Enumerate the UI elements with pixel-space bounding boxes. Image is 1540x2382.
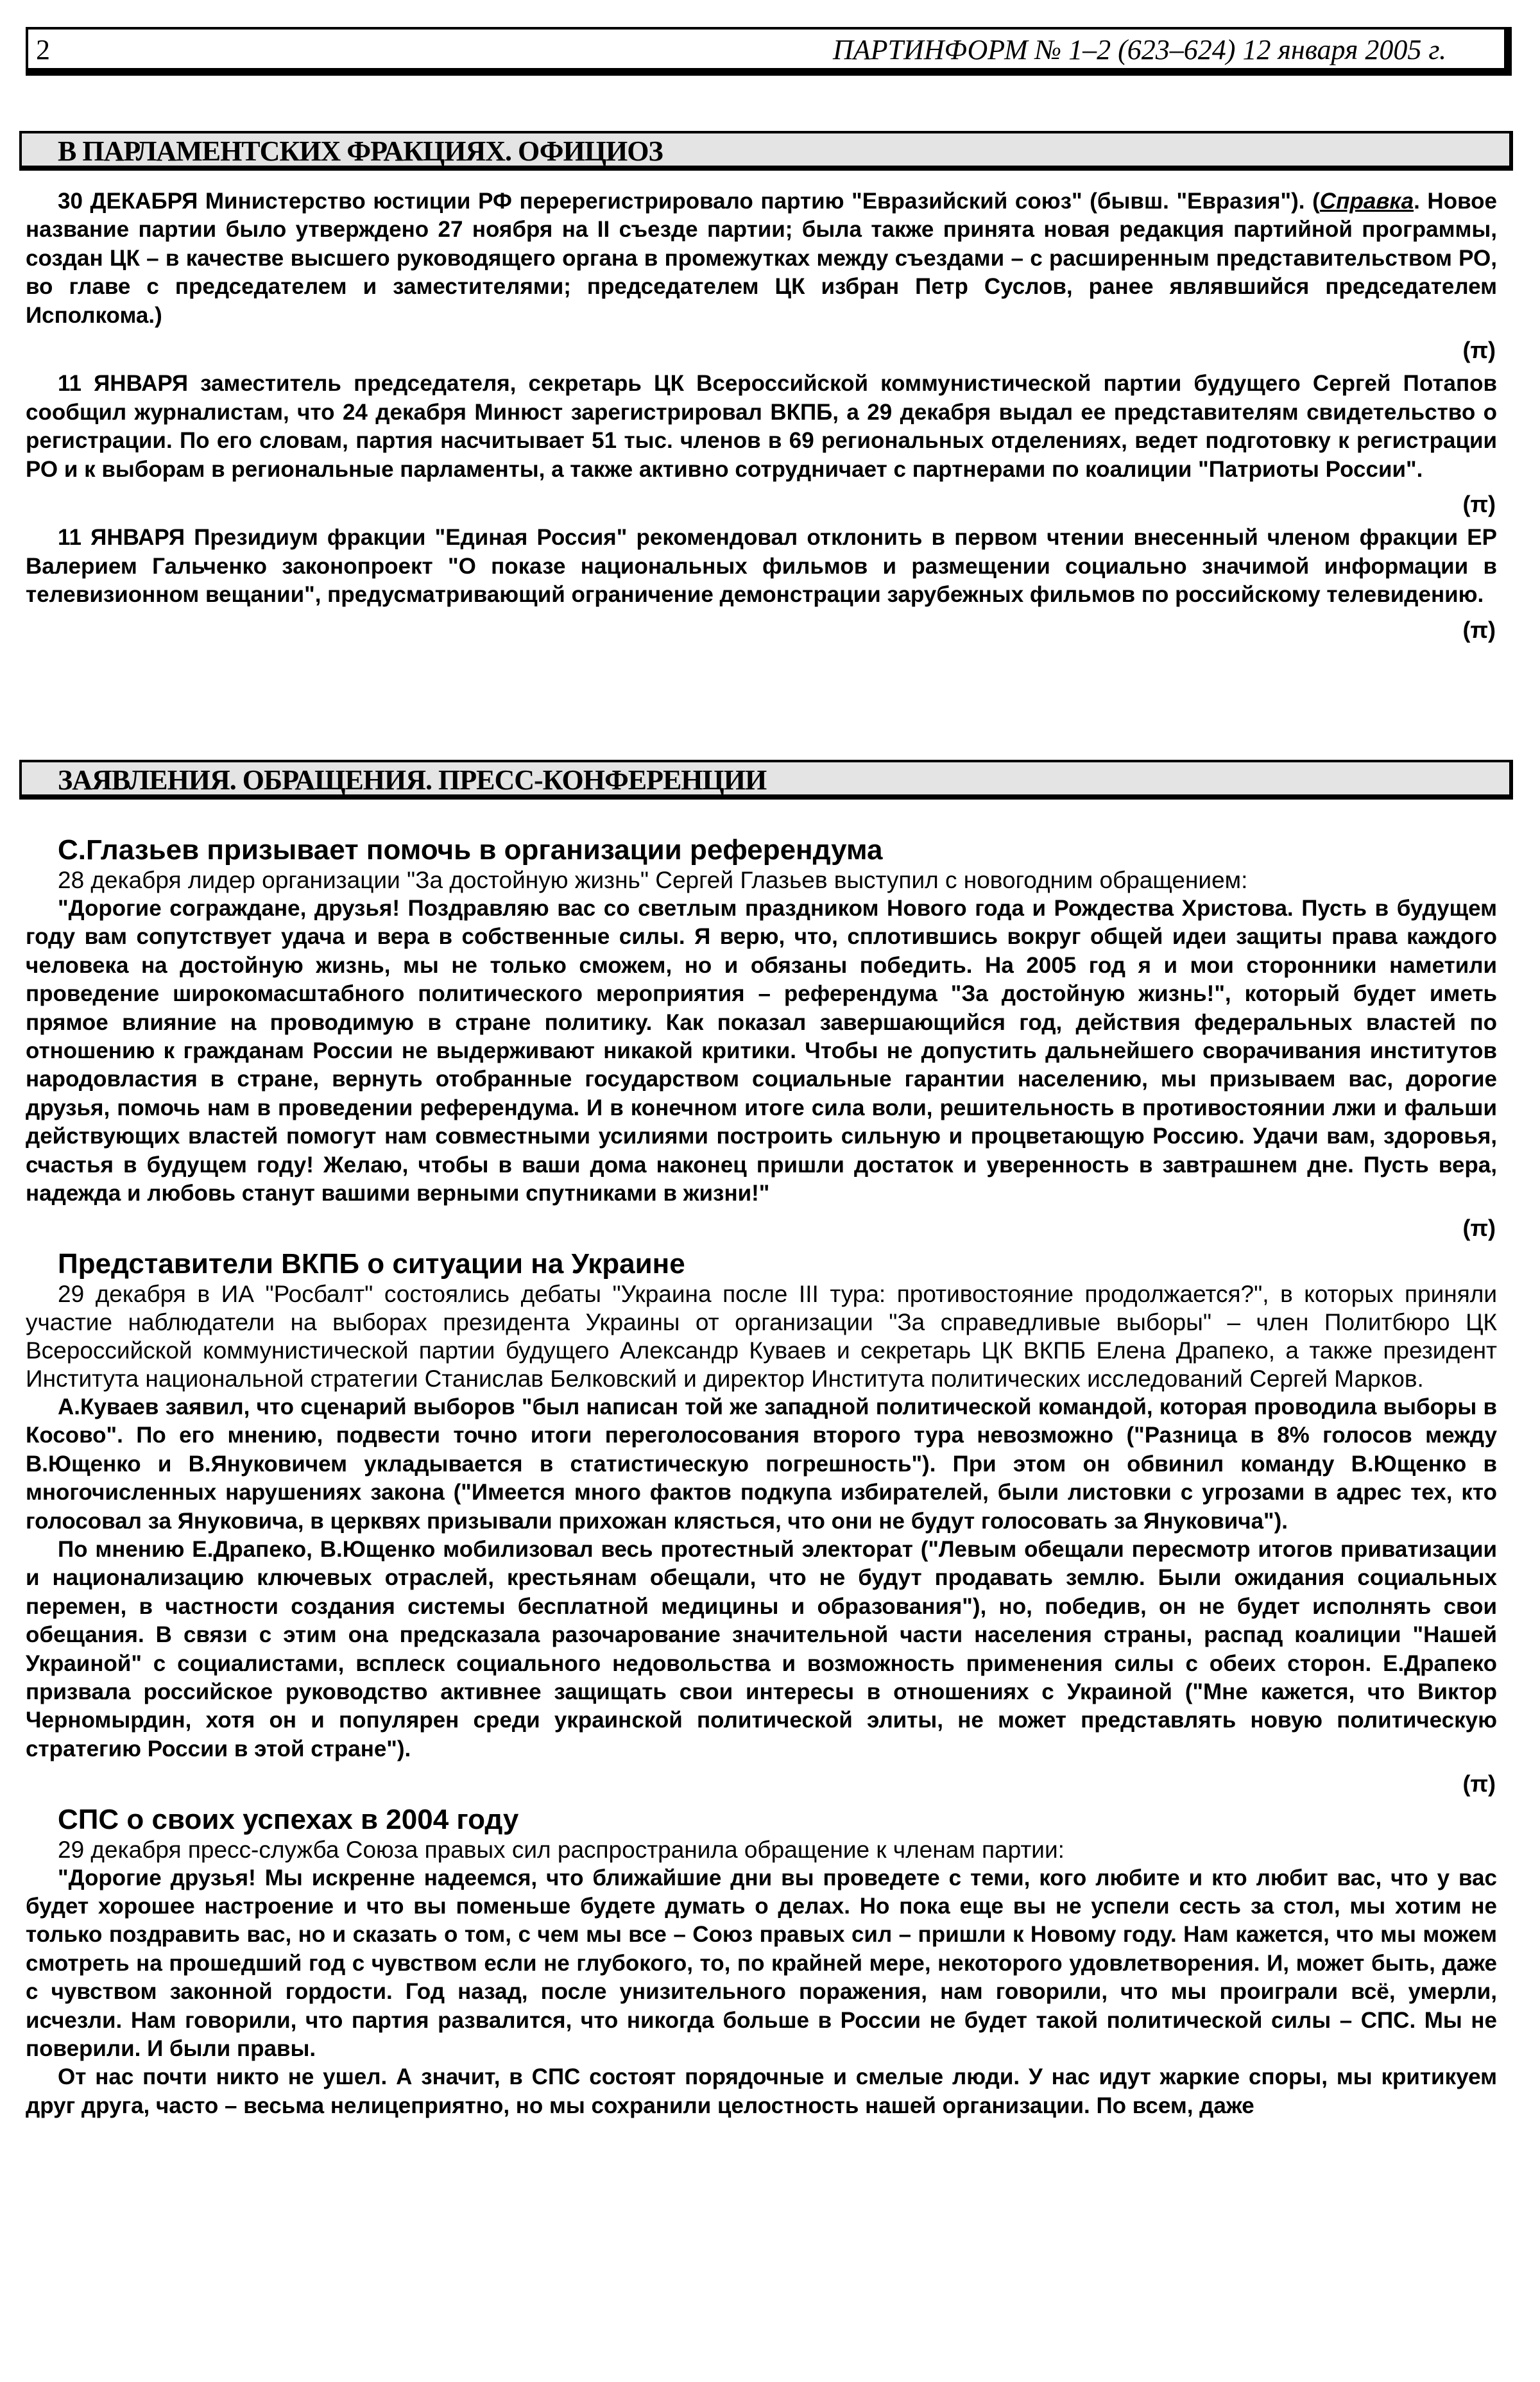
article-paragraph: От нас почти никто не ушел. А значит, в СПС состоят порядочные и смелые люди. У нас идут жаркие споры, мы критикуем друг друга, часто – весьма нелицеприятно, но мы сохранили целостность нашей организации. По всем, даже	[26, 2064, 1497, 2118]
news-item: 11 ЯНВАРЯ заместитель председателя, секретарь ЦК Всероссийской коммунистической партии будущего Сергей Потапов сообщил журналистам, что 24 декабря Минюст зарегистрировал ВКПБ, а 29 декабря выдал ее представителям свидетельство о регистрации. По его словам, партия насчитывает 51 тыс. членов в 69 региональных отделениях, ведет подготовку к регистрации РО и к выборам в региональные парламенты, а также активно сотрудничает с партнерами по коалиции "Патриоты России".	[26, 371, 1497, 482]
section-header-statements	[19, 760, 1513, 800]
source-mark: (π)	[1462, 1215, 1496, 1242]
article-paragraph: А.Куваев заявил, что сценарий выборов "был написан той же западной политической командой, которая проводила выборы в Косово". По его мнению, подвести точно итоги переголосования второго тура невозможно ("Разница в 8% голосов между В.Ющенко и В.Януковичем укладывается в статистическую погрешность"). При этом он обвинил команду В.Ющенко в многочисленных нарушениях закона ("Имеется много фактов подкупа избирателей, были листовки с угрозами в адрес тех, кто голосовал за Януковича, в церквях призывали прихожан клясться, что они не будут голосовать за Януковича").	[26, 1394, 1497, 1534]
article-lead: 29 декабря в ИА "Росбалт" состоялись дебаты "Украина после III тура: противостояние продолжается?", в которых приняли участие наблюдатели на выборах президента Украины от организации "За справедливые выборы" – член Политбюро ЦК Всероссийской коммунистической партии будущего Александр Куваев и секретарь ЦК ВКПБ Елена Драпеко, а также президент Института национальной стратегии Станислав Белковский и директор Института политических исследований Сергей Марков.	[26, 1280, 1497, 1392]
article-headline: С.Глазьев призывает помочь в организации референдума	[58, 834, 883, 866]
article-paragraph: По мнению Е.Драпеко, В.Ющенко мобилизовал весь протестный электорат ("Левым обещали пересмотр итогов приватизации и национализацию ключевых отраслей, крестьянам обещали, что не будут продавать землю. Были ожидания социальных перемен, в частности создания системы бесплатной медицины и образования"), но, победив, он не будет исполнять свои обещания. В связи с этим она предсказала разочарование значительной части населения страны, распад коалиции "Нашей Украиной" с социалистами, всплеск социального недовольства и возможность применения силы с обеих сторон. Е.Драпеко призвала российское руководство активнее защищать свои интересы в отношениях с Украиной ("Мне кажется, что Виктор Черномырдин, хотя он и популярен среди украинской политической элиты, не может представлять новую политическую стратегию России в этой стране").	[26, 1536, 1497, 1761]
source-mark: (π)	[1462, 1770, 1496, 1797]
page-header	[26, 27, 1512, 76]
article-headline: Представители ВКПБ о ситуации на Украине	[58, 1247, 685, 1280]
article-glazyev	[26, 834, 1497, 1243]
article-paragraph: "Дорогие сограждане, друзья! Поздравляю вас со светлым праздником Нового года и Рождества Христова. Пусть в будущем году вам сопутствует удача и вера в собственные силы. Я верю, что, сплотившись вокруг общей идеи защиты права каждого человека на достойную жизнь, мы не только сможем, но и обязаны победить. На 2005 год я и мои сторонники наметили проведение широкомасштабного политического мероприятия – референдума "За достойную жизнь!", который будет иметь прямое влияние на проводимую в стране политику. Как показал завершающийся год, действия федеральных властей по отношению к гражданам России не выдерживают никакой критики. Чтобы не допустить дальнейшего сворачивания институтов народовластия в стране, вернуть отобранные государством социальные гарантии населению, мы призываем вас, дорогие друзья, помочь нам в проведении референдума. И в конечном итоге сила воли, решительность в противостоянии лжи и фальши действующих властей помогут нам совместными усилиями построить сильную и процветающую Россию. Удачи вам, здоровья, счастья в будущем году! Желаю, чтобы в ваши дома наконец пришли достаток и уверенность в завтрашнем дне. Пусть вера, надежда и любовь станут вашими верными спутниками в жизни!"	[26, 896, 1497, 1206]
article-lead: 29 декабря пресс-служба Союза правых сил распространила обращение к членам партии:	[58, 1836, 1065, 1863]
news-text: . Новое название партии было утверждено 27 ноября на II съезде партии; была также принята новая редакция партийной программы, создан ЦК – в качестве высшего руководящего органа в промежутках между съездами – с расширенным представительством РО, во главе с председателем и заместителями; председателем ЦК избран Петр Суслов, ранее являвшийся председателем Исполкома.)	[26, 189, 1497, 328]
section-statements-body	[26, 833, 1497, 2120]
section-title: ЗАЯВЛЕНИЯ. ОБРАЩЕНИЯ. ПРЕСС-КОНФЕРЕНЦИИ	[58, 764, 767, 796]
source-mark: (π)	[1462, 337, 1496, 364]
source-mark: (π)	[1462, 491, 1496, 518]
article-lead: 28 декабря лидер организации "За достойную жизнь" Сергей Глазьев выступил с новогодним обращением:	[58, 867, 1248, 893]
article-paragraph: "Дорогие друзья! Мы искренне надеемся, что ближайшие дни вы проведете с теми, кого любите и кто любит вас, что у вас будет хорошее настроение и что вы поменьше будете думать о делах. Но пока еще вы не успели сесть за стол, мы хотим не только поздравить вас, но и сказать о том, с чем мы все – Союз правых сил – пришли к Новому году. Нам кажется, что мы можем смотреть на прошедший год с чувством если не глубокого, то, по крайней мере, некоторого удовлетворения. И, может быть, даже с чувством законной гордости. Год назад, после унизительного поражения, нам говорили, что мы проиграли всё, умерли, исчезли. Нам говорили, что партия развалится, что никогда больше в России не будет такой политической силы – СПС. Мы не поверили. И были правы.	[26, 1865, 1497, 2061]
section-header-parliament	[19, 131, 1513, 171]
source-mark: (π)	[1462, 616, 1496, 643]
page-number: 2	[36, 34, 50, 65]
article-headline: СПС о своих успехах в 2004 году	[58, 1803, 519, 1835]
news-text: 30 ДЕКАБРЯ Министерство юстиции РФ перерегистрировало партию "Евразийский союз" (бывш. "Евразия"). (	[58, 189, 1320, 214]
article-sps	[26, 1804, 1497, 2121]
news-item: 11 ЯНВАРЯ Президиум фракции "Единая Россия" рекомендовал отклонить в первом чтении внесенный членом фракции ЕР Валерием Гальченко законопроект "О показе национальных фильмов и размещении социально значимой информации в телевизионном вещании", предусматривающий ограничение демонстрации зарубежных фильмов по российскому телевидению.	[26, 525, 1497, 608]
publication-title: ПАРТИНФОРМ № 1–2 (623–624) 12 января 2005 г.	[832, 34, 1446, 65]
news-item	[26, 187, 1497, 330]
reference-label: Справка	[1319, 189, 1414, 214]
section-parliament-body	[26, 187, 1497, 649]
section-title: В ПАРЛАМЕНТСКИХ ФРАКЦИЯХ. ОФИЦИОЗ	[58, 135, 663, 167]
article-vkpb-ukraine	[26, 1248, 1497, 1799]
